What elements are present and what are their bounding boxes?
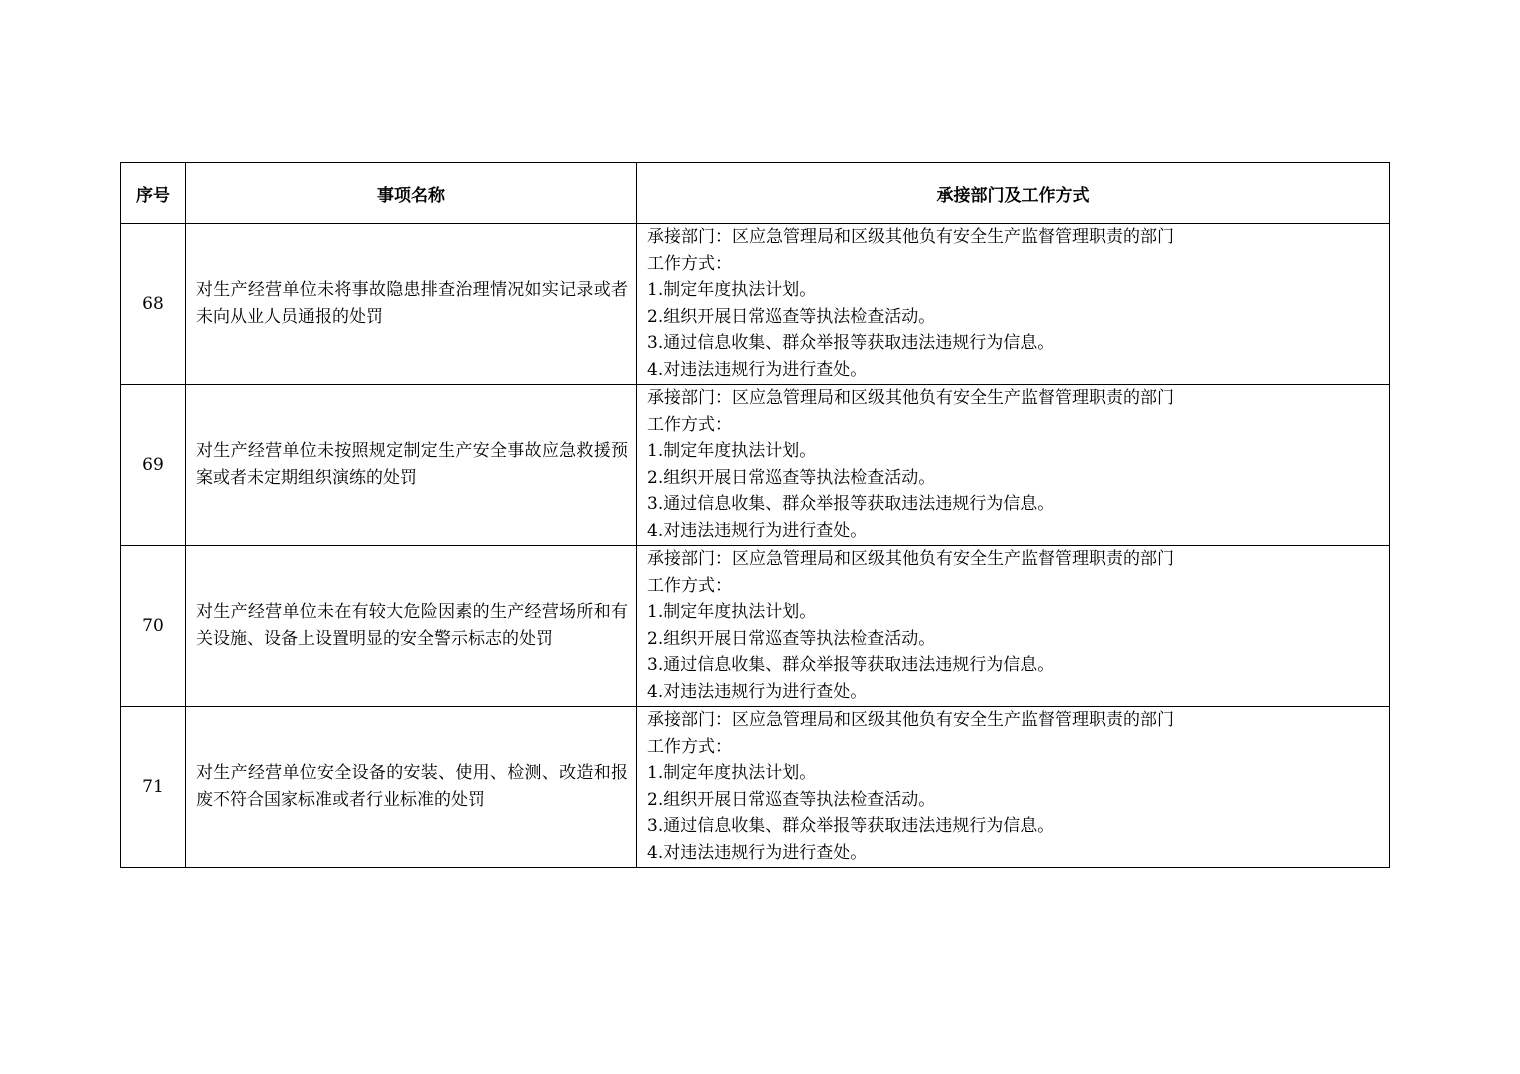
method-heading: 工作方式： [647, 253, 732, 274]
method-item: 1.制定年度执法计划。 [647, 280, 817, 301]
method-item: 2.组织开展日常巡查等执法检查活动。 [647, 306, 936, 327]
dept-and-method [637, 224, 1390, 385]
dept-line: 承接部门：区应急管理局和区级其他负有安全生产监督管理职责的部门 [647, 227, 1174, 247]
method-item: 4.对违法违规行为进行查处。 [647, 359, 868, 380]
table-header [121, 163, 1390, 224]
method-item: 2.组织开展日常巡查等执法检查活动。 [647, 628, 936, 649]
header-seq: 序号 [121, 163, 186, 224]
row-number: 71 [121, 707, 186, 868]
matter-name: 对生产经营单位未在有较大危险因素的生产经营场所和有关设施、设备上设置明显的安全警示标志的处罚 [186, 546, 637, 707]
matter-name: 对生产经营单位未按照规定制定生产安全事故应急救援预案或者未定期组织演练的处罚 [186, 385, 637, 546]
table-row [121, 385, 1390, 546]
dept-line: 承接部门：区应急管理局和区级其他负有安全生产监督管理职责的部门 [647, 549, 1174, 569]
method-item: 3.通过信息收集、群众举报等获取违法违规行为信息。 [647, 655, 1055, 676]
dept-line: 承接部门：区应急管理局和区级其他负有安全生产监督管理职责的部门 [647, 710, 1174, 730]
method-item: 4.对违法违规行为进行查处。 [647, 520, 868, 541]
method-item: 1.制定年度执法计划。 [647, 602, 817, 623]
table-row [121, 546, 1390, 707]
method-item: 1.制定年度执法计划。 [647, 763, 817, 784]
row-number: 69 [121, 385, 186, 546]
matter-name: 对生产经营单位安全设备的安装、使用、检测、改造和报废不符合国家标准或者行业标准的处罚 [186, 707, 637, 868]
method-item: 2.组织开展日常巡查等执法检查活动。 [647, 789, 936, 810]
row-number: 68 [121, 224, 186, 385]
method-item: 4.对违法违规行为进行查处。 [647, 842, 868, 863]
header-dept: 承接部门及工作方式 [637, 163, 1390, 224]
method-item: 4.对违法违规行为进行查处。 [647, 681, 868, 702]
matters-table [120, 162, 1390, 868]
table-row [121, 224, 1390, 385]
method-item: 3.通过信息收集、群众举报等获取违法违规行为信息。 [647, 333, 1055, 354]
dept-and-method [637, 707, 1390, 868]
header-name: 事项名称 [186, 163, 637, 224]
header-row [121, 163, 1390, 224]
method-item: 3.通过信息收集、群众举报等获取违法违规行为信息。 [647, 494, 1055, 515]
table-row [121, 707, 1390, 868]
matter-name: 对生产经营单位未将事故隐患排查治理情况如实记录或者未向从业人员通报的处罚 [186, 224, 637, 385]
method-heading: 工作方式： [647, 736, 732, 757]
dept-line: 承接部门：区应急管理局和区级其他负有安全生产监督管理职责的部门 [647, 388, 1174, 408]
dept-and-method [637, 546, 1390, 707]
method-item: 1.制定年度执法计划。 [647, 441, 817, 462]
row-number: 70 [121, 546, 186, 707]
method-item: 3.通过信息收集、群众举报等获取违法违规行为信息。 [647, 816, 1055, 837]
method-item: 2.组织开展日常巡查等执法检查活动。 [647, 467, 936, 488]
method-heading: 工作方式： [647, 414, 732, 435]
method-heading: 工作方式： [647, 575, 732, 596]
dept-and-method [637, 385, 1390, 546]
table-body [121, 224, 1390, 868]
